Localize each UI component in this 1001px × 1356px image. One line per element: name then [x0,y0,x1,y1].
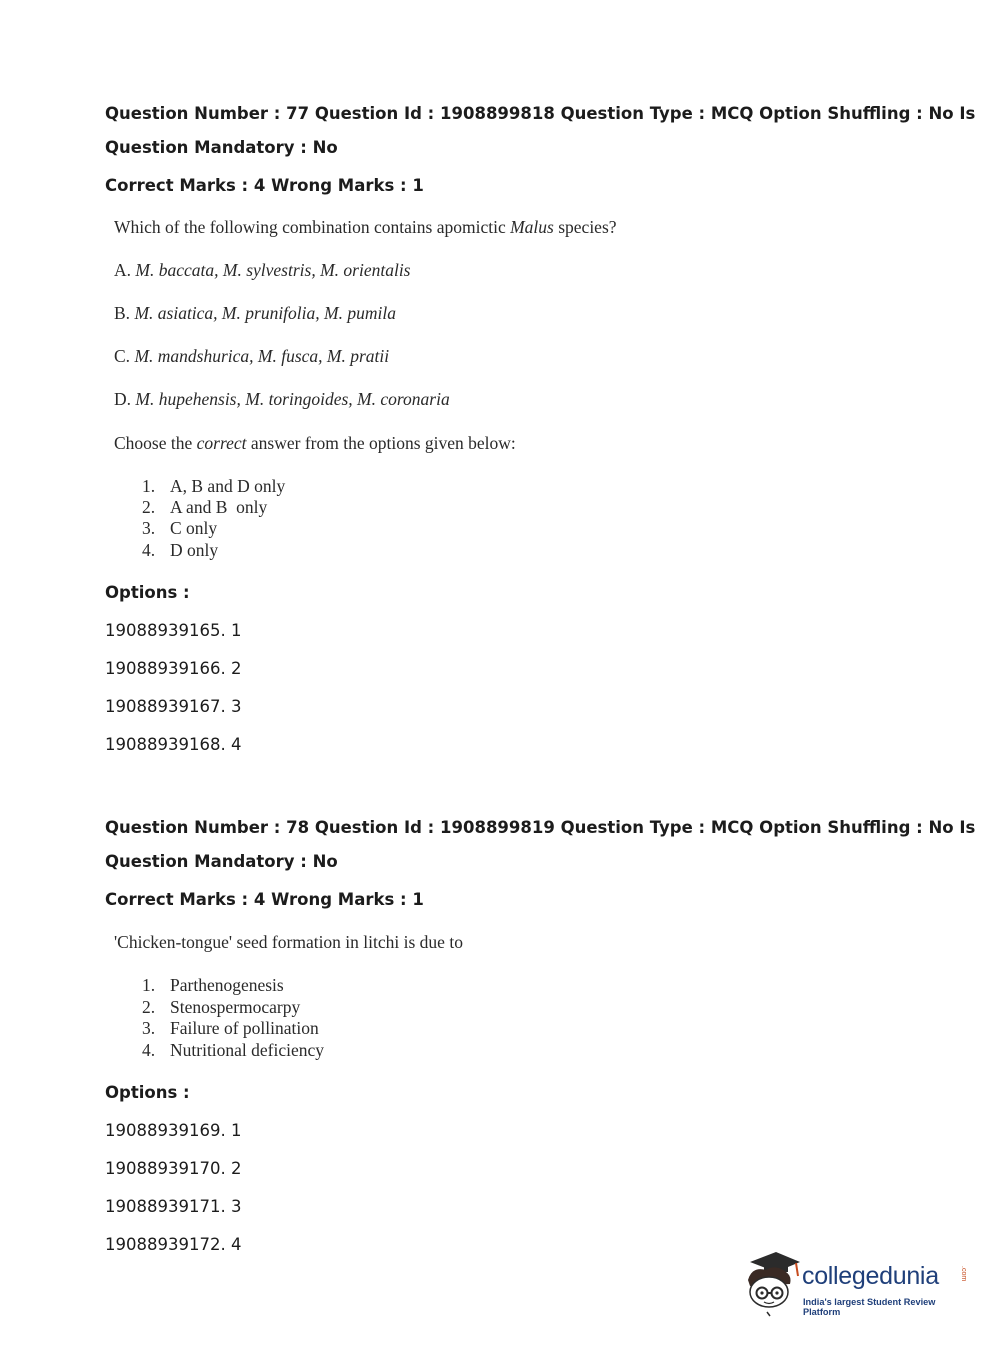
q77-answer-3 [142,518,217,539]
q78-meta-line1: Question Number : 78 Question Id : 1908899819 Question Type : MCQ Option Shuffling : No Is [105,818,976,837]
q77-meta-line1: Question Number : 77 Question Id : 1908899818 Question Type : MCQ Option Shuffling : No Is [105,104,976,123]
q78-option-4: 19088939172. 4 [105,1235,242,1254]
q78-option-3: 19088939171. 3 [105,1197,242,1216]
statement-label: B. [114,303,135,323]
q77-answer-2 [142,497,267,518]
q77-statement-b [114,303,396,324]
q77-answer-1 [142,476,285,497]
answer-text: Nutritional deficiency [170,1040,325,1060]
answer-text: C only [170,518,218,538]
statement-text: M. mandshurica, M. fusca, M. pratii [134,346,390,366]
choose-text-end: answer from the options given below: [246,433,516,453]
answer-number: 1. [142,476,156,496]
choose-text: Choose the [114,433,197,453]
statement-text: M. baccata, M. sylvestris, M. orientalis [135,260,411,280]
answer-text: A, B and D only [170,476,286,496]
q77-statement-d [114,389,450,410]
statement-label: D. [114,389,136,409]
q78-question-stem: 'Chicken-tongue' seed formation in litchi is due to [114,932,463,952]
statement-label: C. [114,346,135,366]
q77-statement-a [114,260,411,281]
q77-stem-text: Which of the following combination contains apomictic [114,217,511,237]
q78-option-1: 19088939169. 1 [105,1121,242,1140]
answer-text: Parthenogenesis [170,975,284,995]
q77-meta-line2: Question Mandatory : No [105,138,338,157]
statement-text: M. hupehensis, M. toringoides, M. coronaria [135,389,450,409]
answer-number: 2. [142,997,156,1017]
brand-name: collegedunia [802,1262,939,1290]
q77-question-stem [114,217,617,238]
q78-options-label: Options : [105,1083,190,1102]
answer-number: 3. [142,1018,156,1038]
brand-domain: .com [960,1266,967,1282]
statement-text: M. asiatica, M. prunifolia, M. pumila [134,303,396,323]
q77-statement-c [114,346,389,367]
q78-option-2: 19088939170. 2 [105,1159,242,1178]
q77-marks: Correct Marks : 4 Wrong Marks : 1 [105,176,424,195]
statement-label: A. [114,260,136,280]
answer-text: D only [170,540,219,560]
q78-meta-line2: Question Mandatory : No [105,852,338,871]
answer-text: A and B only [170,497,268,517]
q77-answer-4 [142,540,218,561]
mascot-icon [742,1250,802,1320]
answer-text: Failure of pollination [170,1018,319,1038]
answer-number: 3. [142,518,156,538]
answer-number: 4. [142,1040,156,1060]
q77-option-4: 19088939168. 4 [105,735,242,754]
q77-stem-text-end: species? [553,217,617,237]
q77-choose-instruction [114,433,516,454]
answer-number: 1. [142,975,156,995]
choose-italic: correct [196,433,247,453]
q77-option-3: 19088939167. 3 [105,697,242,716]
q78-answer-1 [142,975,284,996]
answer-number: 4. [142,540,156,560]
q77-stem-italic: Malus [510,217,554,237]
answer-text: Stenospermocarpy [170,997,301,1017]
q78-answer-2 [142,997,300,1018]
answer-number: 2. [142,497,156,517]
q77-option-1: 19088939165. 1 [105,621,242,640]
collegedunia-logo [742,1250,972,1320]
q78-answer-3 [142,1018,319,1039]
q77-options-label: Options : [105,583,190,602]
brand-tagline: India's largest Student Review Platform [803,1297,936,1317]
q78-marks: Correct Marks : 4 Wrong Marks : 1 [105,890,424,909]
q77-option-2: 19088939166. 2 [105,659,242,678]
q78-answer-4 [142,1040,324,1061]
